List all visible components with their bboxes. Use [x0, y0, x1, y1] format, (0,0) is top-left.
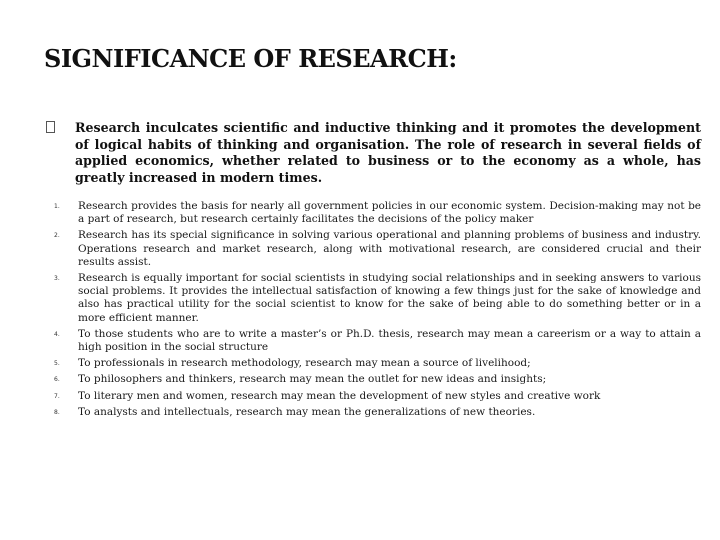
list-item — [54, 272, 701, 325]
list-item — [54, 229, 701, 269]
list-item — [54, 200, 701, 226]
list-item-text: Research is equally important for social scientists in studying social relationships and in seeking answers to various social problems. It provides the intellectual satisfaction of knowing a few things just for the sake of knowledge and also has practical utility for the social scientist to know for the sake of being able to do something better or in a more efficient manner. — [78, 272, 701, 324]
list-item-number: 8. — [54, 408, 60, 416]
list-item-number: 7. — [54, 392, 60, 400]
list-item-text: To analysts and intellectuals, research may mean the generalizations of new theories. — [78, 405, 536, 418]
numbered-list — [54, 200, 701, 419]
list-item — [54, 357, 701, 370]
list-item-text: To literary men and women, research may mean the development of new styles and creative work — [78, 389, 601, 402]
page-title: SIGNIFICANCE OF RESEARCH: — [44, 44, 457, 73]
list-item-number: 3. — [54, 275, 60, 283]
lead-text: Research inculcates scientific and inductive thinking and it promotes the development of logical habits of thinking and organisation. The role of research in several fields of applied economics, whether related to business or to the economy as a whole, has greatly increased in modern times. — [75, 120, 701, 185]
list-item — [54, 390, 701, 403]
list-item — [54, 328, 701, 354]
lead-paragraph — [46, 120, 701, 186]
list-item — [54, 373, 701, 386]
list-item — [54, 406, 701, 419]
list-item-text: To those students who are to write a master’s or Ph.D. thesis, research may mean a careerism or a way to attain a high position in the social structure — [78, 327, 701, 354]
list-item-number: 6. — [54, 376, 60, 384]
list-item-text: To professionals in research methodology, research may mean a source of livelihood; — [78, 357, 531, 370]
list-item-number: 5. — [54, 360, 60, 368]
list-item-text: Research provides the basis for nearly all government policies in our economic system. Decision-making may not be a part of research, but research certainly facilitates the decisions of the policy maker — [78, 200, 701, 226]
list-item-text: To philosophers and thinkers, research may mean the outlet for new ideas and insights; — [78, 373, 547, 386]
list-item-text: Research has its special significance in solving various operational and planning problems of business and industry. Operations research and market research, along with motivational research, are considered crucial and their results assist. — [78, 229, 701, 268]
bullet-icon — [46, 121, 55, 133]
list-item-number: 1. — [54, 203, 60, 210]
list-item-number: 4. — [54, 330, 60, 338]
list-item-number: 2. — [54, 232, 60, 240]
